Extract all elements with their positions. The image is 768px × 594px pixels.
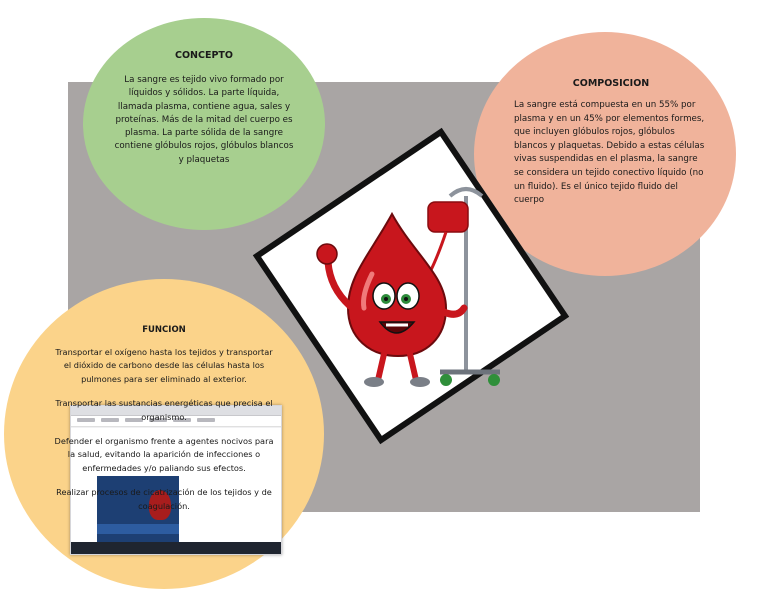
composicion-title: COMPOSICION	[572, 78, 650, 89]
funcion-item-oxygen: Transportar el oxígeno hasta los tejidos y transportar el dióxido de carbono desde las células hasta los pulmones para ser eliminado al exterior.	[55, 347, 273, 384]
screenshot-taskbar	[71, 542, 281, 554]
funcion-item-defense: Defender el organismo frente a agentes nocivos para la salud, evitando la aparición de infecciones o enfermedades y/o paliando sus efectos.	[54, 436, 274, 473]
composicion-text: La sangre está compuesta en un 55% por plasma y en un 45% por elementos formes, que incluyen glóbulos rojos, glóbulos blancos y plaquetas. Debido a estas células vivas suspendidas en el plasma, la sangre se considera un tejido conectivo líquido (no un fluido). Es el único tejido fluido del cuerpo	[514, 100, 705, 206]
funcion-item-energy: Transportar las sustancias energéticas que precisa el organismo.	[55, 398, 273, 422]
funcion-item-healing: Realizar procesos de cicatrización de los tejidos y de coagulación.	[56, 487, 272, 511]
concepto-circle	[83, 18, 325, 230]
concepto-text: La sangre es tejido vivo formado por líquidos y sólidos. La parte líquida, llamada plasma, contiene agua, sales y proteínas. Más de la mitad del cuerpo es plasma. La parte sólida de la sangre contiene glóbulos rojos, glóbulos blancos y plaquetas	[114, 75, 294, 165]
blood-drop-mascot-icon	[300, 176, 522, 398]
concepto-title: CONCEPTO	[175, 50, 233, 61]
embedded-screenshot-image	[70, 405, 282, 555]
funcion-title: FUNCION	[142, 325, 186, 335]
